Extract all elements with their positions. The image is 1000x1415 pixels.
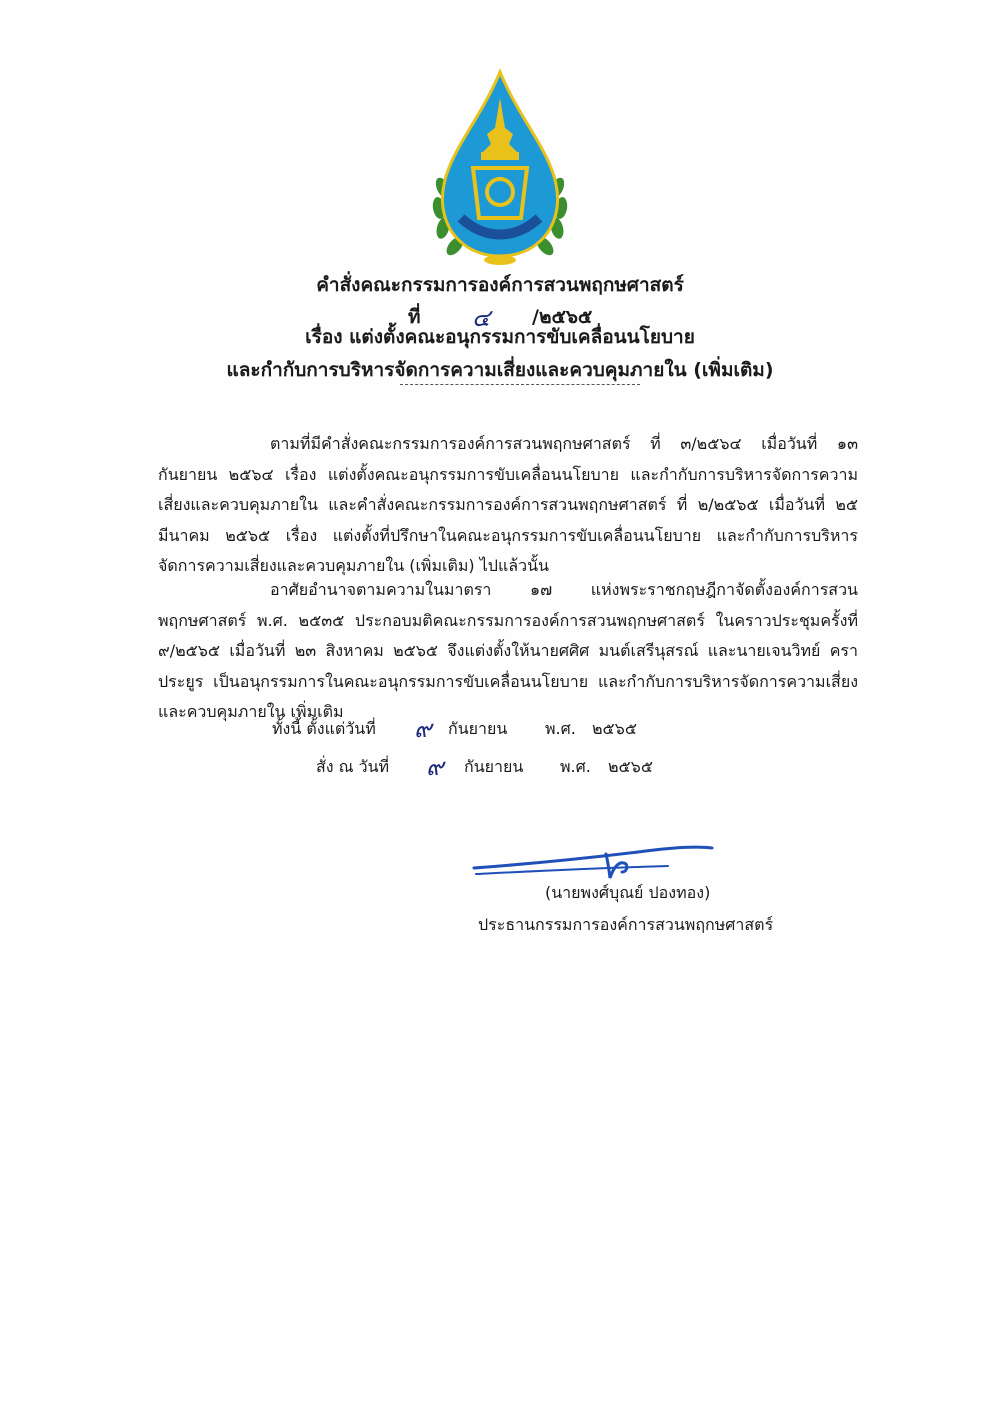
signer-name: (นายพงศ์บุณย์ ปองทอง) — [545, 883, 711, 902]
ordered-era: พ.ศ. — [560, 757, 591, 776]
ordered-day-handwritten: ๙ — [426, 753, 444, 781]
document-subject: เรื่อง แต่งตั้งคณะอนุกรรมการขับเคลื่อนนโยบาย — [305, 326, 695, 348]
effective-day-handwritten: ๙ — [414, 715, 432, 743]
document-title: คำสั่งคณะกรรมการองค์การสวนพฤกษศาสตร์ — [316, 274, 684, 296]
title-divider — [400, 384, 640, 385]
order-number-label: ที่ — [408, 306, 421, 328]
body-paragraph-1: ตามที่มีคำสั่งคณะกรรมการองค์การสวนพฤกษศาสตร์ ที่ ๓/๒๕๖๔ เมื่อวันที่ ๑๓ กันยายน ๒๕๖๔ เรื่อง แต่งตั้งคณะอนุกรรมการขับเคลื่อนนโยบาย และกำกับการบริหารจัดการความเสี่ยงและควบคุมภายใน และคำสั่งคณะกรรมการองค์การสวนพฤกษศาสตร์ ที่ ๒/๒๕๖๕ เมื่อวันที่ ๒๕ มีนาคม ๒๕๖๕ เรื่อง แต่งตั้งที่ปรึกษาในคณะอนุกรรมการขับเคลื่อนนโยบาย และกำกับการบริหารจัดการความเสี่ยงและควบคุมภายใน (เพิ่มเติม) ไปแล้วนั้น — [158, 434, 858, 575]
ordered-year: ๒๕๖๕ — [608, 757, 653, 776]
organization-emblem — [425, 68, 575, 268]
signer-position: ประธานกรรมการองค์การสวนพฤกษศาสตร์ — [478, 915, 774, 934]
effective-era: พ.ศ. — [545, 719, 576, 738]
effective-year: ๒๕๖๕ — [592, 719, 637, 738]
ordered-month: กันยายน — [464, 757, 524, 776]
effective-month: กันยายน — [448, 719, 508, 738]
order-number-year: /๒๕๖๕ — [532, 306, 593, 328]
effective-date-label: ทั้งนี้ ตั้งแต่วันที่ — [272, 719, 376, 738]
document-subject-continued: และกำกับการบริหารจัดการความเสี่ยงและควบคุมภายใน (เพิ่มเติม) — [226, 359, 774, 381]
body-paragraph-2: อาศัยอำนาจตามความในมาตรา ๑๗ แห่งพระราชกฤษฎีกาจัดตั้งองค์การสวนพฤกษศาสตร์ พ.ศ. ๒๕๓๕ ประกอบมติคณะกรรมการองค์การสวนพฤกษศาสตร์ ในคราวประชุมครั้งที่ ๙/๒๕๖๕ เมื่อวันที่ ๒๓ สิงหาคม ๒๕๖๕ จึงแต่งตั้งให้นายศศิศ มนต์เสรีนุสรณ์ และนายเจนวิทย์ คราประยูร เป็นอนุกรรมการในคณะอนุกรรมการขับเคลื่อนนโยบาย และกำกับการบริหารจัดการความเสี่ยงและควบคุมภายใน เพิ่มเติม — [158, 580, 858, 721]
order-number-handwritten: ๔ — [472, 304, 491, 332]
ordered-date-line — [0, 755, 1000, 787]
effective-date-line — [0, 717, 1000, 749]
ordered-date-label: สั่ง ณ วันที่ — [316, 757, 390, 776]
